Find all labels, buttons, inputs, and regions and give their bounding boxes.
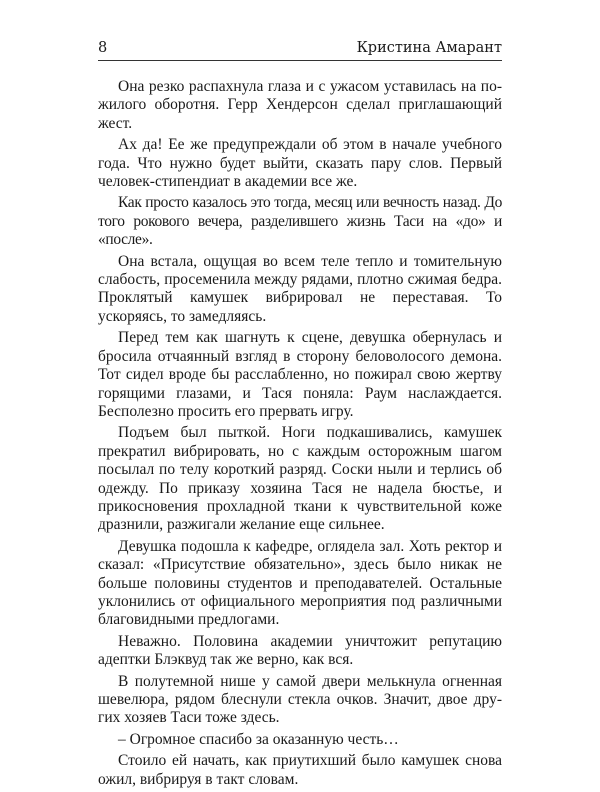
paragraph: Девушка подошла к кафедре, оглядела зал. Хоть ректор и сказал: «Присутствие обязательно», здесь было никак не больше половины студентов и преподавателей. Остальные уклонились от официального мероприятия под различными благовидными предлогами. xyxy=(98,537,502,629)
running-title: Кристина Амарант xyxy=(356,40,502,56)
page-number: 8 xyxy=(98,40,108,56)
paragraph: Неважно. Половина академии уничтожит репутацию адептки Блэквуд так же верно, как вся. xyxy=(98,632,502,669)
page-header xyxy=(98,40,502,56)
header-rule xyxy=(98,60,502,61)
paragraph: Она резко распахнула глаза и с ужасом уставилась на пожилого оборотня. Герр Хендерсон сделал приглашающий жест. xyxy=(98,78,502,132)
paragraph: Перед тем как шагнуть к сцене, девушка обернулась и бросила отчаянный взгляд в сторону беловолосого демона. Тот сидел вроде бы расслабленно, но пожирал свою жертву горящими глазами, и Тася поняла: Раум наслаждается. Бесполезно просить его прервать игру. xyxy=(98,329,502,420)
paragraph: В полутемной нише у самой двери мелькнула огненная шевелюра, рядом блеснули стекла очков. Значит, двое других хозяев Таси тоже здесь. xyxy=(98,672,502,727)
body-text xyxy=(98,78,502,792)
paragraph: Стоило ей начать, как приутихший было камушек снова ожил, вибрируя в такт словам. xyxy=(98,752,502,788)
paragraph: Ах да! Ее же предупреждали об этом в начале учебного года. Что нужно будет выйти, сказать пару слов. Первый человек-стипендиат в академии все же. xyxy=(98,136,502,191)
paragraph: – Огромное спасибо за оказанную честь… xyxy=(118,730,399,748)
paragraph: Как просто казалось это тогда, месяц или вечность назад. До того рокового вечера, разделившего жизнь Таси на «до» и «после». xyxy=(98,194,502,249)
paragraph: Она встала, ощущая во всем теле тепло и томительную слабость, просеменила между рядами, плотно сжимая бедра. Проклятый камушек вибрировал не переставая. То ускоряясь, то замедляясь. xyxy=(98,252,502,325)
paragraph: Подъем был пыткой. Ноги подкашивались, камушек прекратил вибрировать, но с каждым осторожным шагом посылал по телу короткий разряд. Соски ныли и терлись об одежду. По приказу хозяина Тася не надела бюстье, и прикосновения прохладной ткани к чувствительной коже дразнили, разжигали желание еще сильнее. xyxy=(98,424,502,534)
